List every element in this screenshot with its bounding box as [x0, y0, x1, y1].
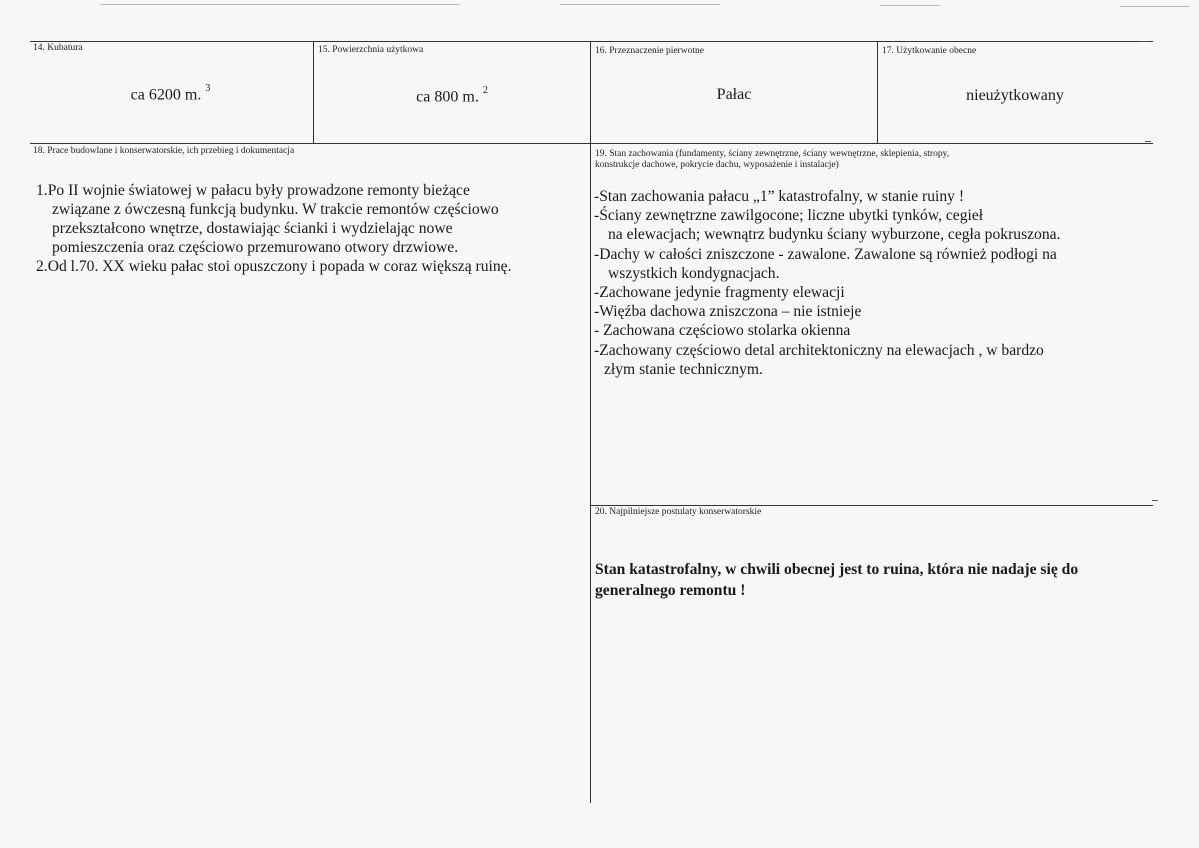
section18-line: pomieszczenia oraz częściowo przemurowano otwory drzwiowe. — [52, 239, 459, 256]
section18-label: 18. Prace budowlane i konserwatorskie, ich przebieg i dokumentacja — [33, 146, 295, 156]
margin-tick — [1152, 500, 1158, 501]
section19-text — [594, 187, 1060, 379]
scan-artifact-line — [880, 5, 940, 6]
section20-text: Stan katastrofalny, w chwili obecnej jest to ruina, która nie nadaje się do generalnego remontu ! — [595, 561, 1079, 599]
field-17-value: nieużytkowany — [966, 87, 1064, 104]
field-15-label: 15. Powierzchnia użytkowa — [318, 45, 424, 55]
field-17-label: 17. Użytkowanie obecne — [882, 46, 977, 56]
field-14-label: 14. Kubatura — [33, 43, 83, 53]
volume-unit-exponent: 3 — [205, 83, 211, 94]
section19-line: -Zachowane jedynie fragmenty elewacji — [594, 284, 845, 302]
section19-line: złym stanie technicznym. — [604, 360, 763, 378]
section19-line: na elewacjach; wewnątrz budynku ściany wyburzone, cegła pokruszona. — [608, 226, 1061, 244]
scan-artifact-line — [100, 4, 460, 5]
field-15-value — [316, 84, 588, 106]
section20-label: 20. Najpilniejsze postulaty konserwatorskie — [595, 507, 762, 517]
section20-divider — [590, 505, 1153, 506]
form-top-border — [30, 41, 1153, 42]
section19-line: -Więźba dachowa zniszczona – nie istnieje — [594, 303, 862, 321]
scan-artifact-line — [1120, 6, 1190, 7]
section19-line: -Stan zachowania pałacu „1” katastrofalny, w stanie ruiny ! — [594, 188, 965, 205]
volume-value: ca 6200 m. — [130, 86, 202, 104]
section19-label — [595, 149, 949, 171]
section19-line: -Ściany zewnętrzne zawilgocone; liczne ubytki tynków, cegieł — [594, 207, 984, 225]
section18-line: związane z ówczesną funkcją budynku. W trakcie remontów częściowo — [52, 201, 499, 218]
field-14-value — [33, 82, 308, 104]
section18-text — [36, 181, 511, 276]
section18-line: przekształcono wnętrze, dostawiając ścianki i wydzielając nowe — [52, 220, 453, 237]
section19-line: -Zachowany częściowo detal architektoniczny na elewacjach , w bardzo — [594, 341, 1044, 359]
scan-artifact-line — [560, 4, 720, 5]
section19-label-line: 19. Stan zachowania (fundamenty, ściany zewnętrzne, ściany wewnętrzne, sklepienia, stropy, — [595, 149, 950, 159]
row-divider — [30, 143, 1153, 144]
area-unit-exponent: 2 — [482, 85, 488, 96]
col-divider-center — [590, 41, 591, 803]
section19-line: -Dachy w całości zniszczone - zawalone. Zawalone są również podłogi na — [594, 245, 1057, 263]
field-16-label: 16. Przeznaczenie pierwotne — [595, 46, 704, 56]
col-divider-3 — [877, 41, 878, 143]
section18-line: 2.Od l.70. XX wieku pałac stoi opuszczony i popada w coraz większą ruinę. — [36, 258, 512, 275]
section18-line: 1.Po II wojnie światowej w pałacu były prowadzone remonty bieżące — [36, 182, 470, 199]
section19-label-line: konstrukcje dachowe, pokrycie dachu, wyposażenie i instalacje) — [595, 160, 839, 170]
margin-tick — [1141, 41, 1147, 42]
section19-line: wszystkich kondygnacjach. — [608, 264, 780, 282]
field-16-value: Pałac — [716, 86, 752, 103]
section19-line: - Zachowana częściowo stolarka okienna — [594, 322, 851, 340]
area-value: ca 800 m. — [416, 88, 479, 106]
margin-tick — [1145, 141, 1151, 142]
col-divider-1 — [313, 41, 314, 143]
